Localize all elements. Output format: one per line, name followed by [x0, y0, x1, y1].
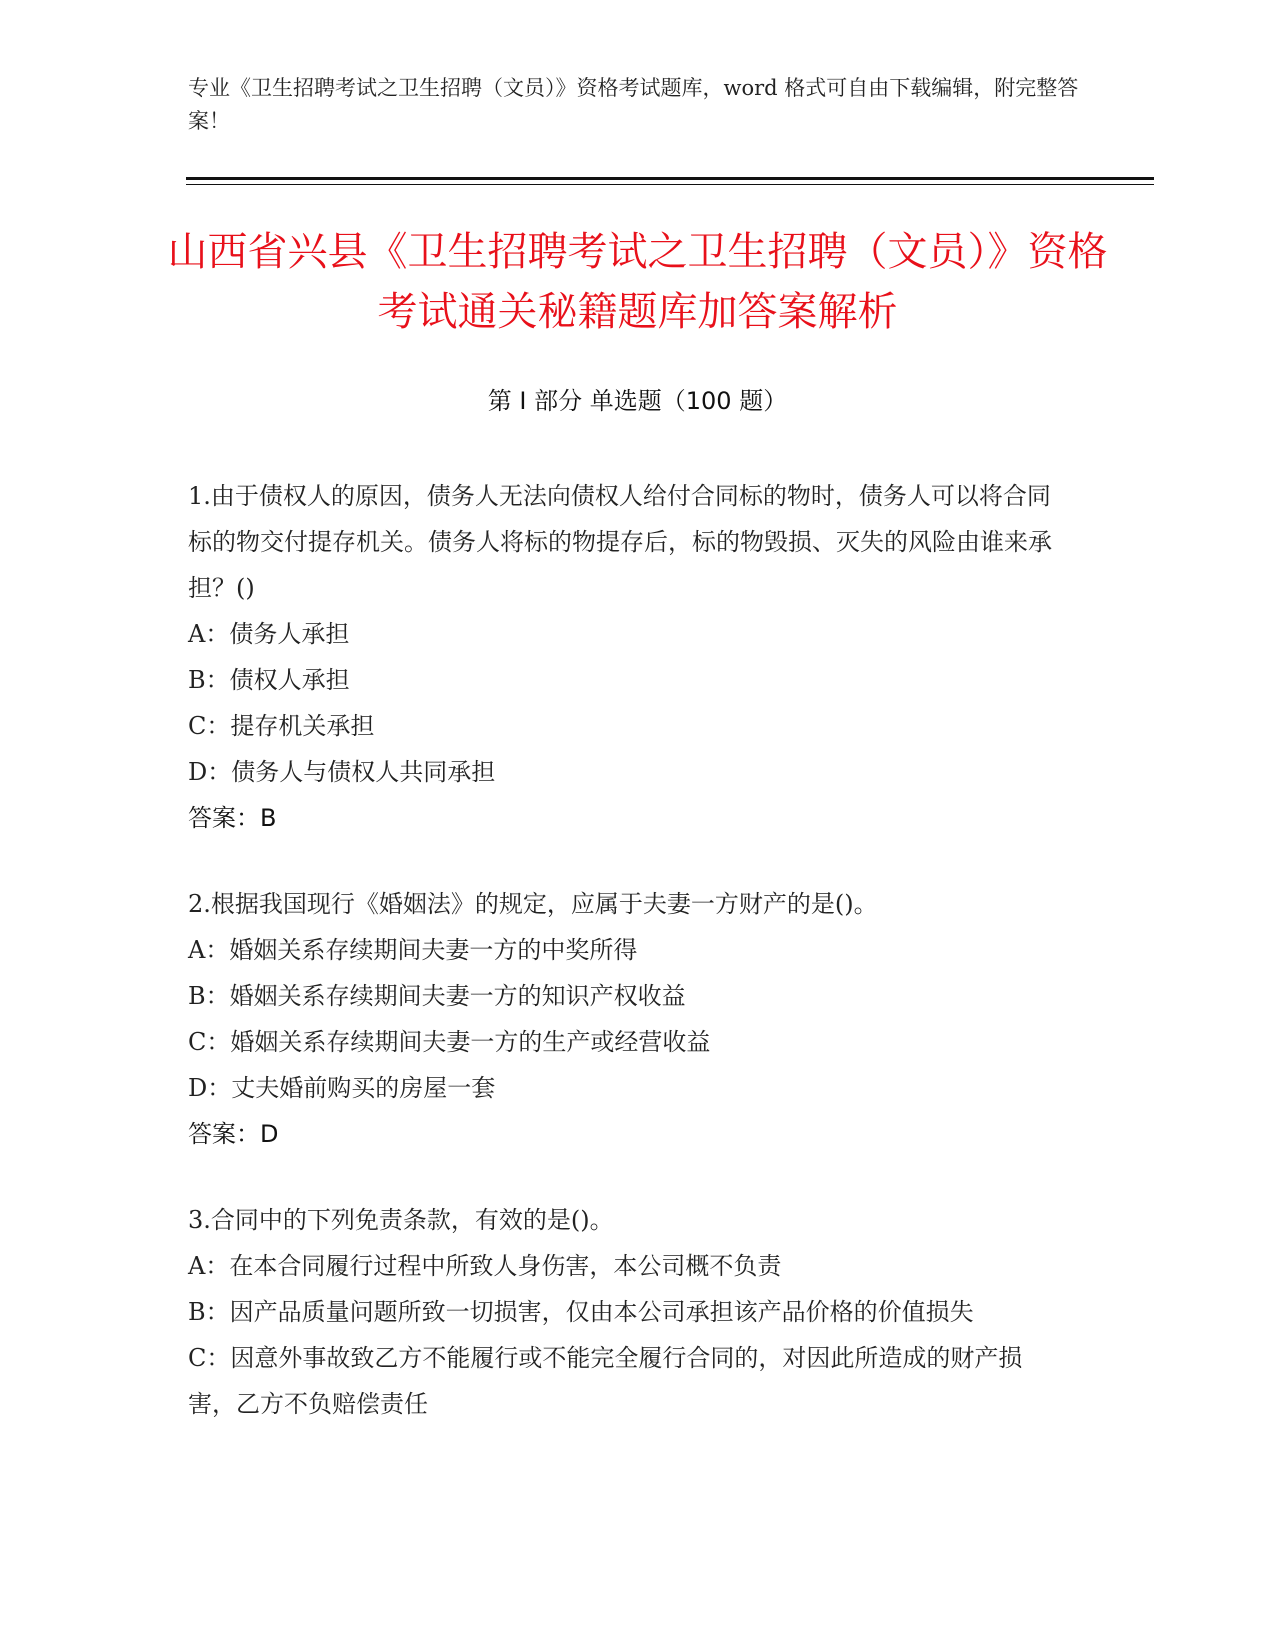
- option-c: C：提存机关承担: [188, 712, 375, 740]
- question-1: [188, 473, 1068, 841]
- question-3: [188, 1197, 1068, 1427]
- option-b: B：婚姻关系存续期间夫妻一方的知识产权收益: [188, 982, 686, 1010]
- header-divider-thin: [186, 184, 1154, 185]
- option-c: C：因意外事故致乙方不能履行或不能完全履行合同的，对因此所造成的财产损害，乙方不负赔偿责任: [188, 1344, 1023, 1418]
- option-a: A：在本合同履行过程中所致人身伤害，本公司概不负责: [188, 1252, 782, 1280]
- option-d: D：债务人与债权人共同承担: [188, 758, 496, 786]
- option-b: B：债权人承担: [188, 666, 350, 694]
- answer: 答案：D: [188, 1120, 279, 1148]
- question-stem: 3.合同中的下列免责条款，有效的是()。: [188, 1206, 614, 1234]
- question-stem: 2.根据我国现行《婚姻法》的规定，应属于夫妻一方财产的是()。: [188, 890, 878, 918]
- header-note: 专业《卫生招聘考试之卫生招聘（文员）》资格考试题库，word 格式可自由下载编辑，附完整答案！: [188, 76, 1079, 133]
- option-c: C：婚姻关系存续期间夫妻一方的生产或经营收益: [188, 1028, 711, 1056]
- answer: 答案：B: [188, 804, 277, 832]
- question-list: [188, 473, 1068, 1467]
- section-title: 第 I 部分 单选题（100 题）: [487, 387, 788, 415]
- option-a: A：婚姻关系存续期间夫妻一方的中奖所得: [188, 936, 638, 964]
- option-a: A：债务人承担: [188, 620, 350, 648]
- header-divider-thick: [186, 177, 1154, 180]
- question-stem: 1.由于债权人的原因，债务人无法向债权人给付合同标的物时，债务人可以将合同标的物交付提存机关。债务人将标的物提存后，标的物毁损、灭失的风险由谁来承担？(): [188, 482, 1052, 602]
- option-d: D：丈夫婚前购买的房屋一套: [188, 1074, 496, 1102]
- option-b: B：因产品质量问题所致一切损害，仅由本公司承担该产品价格的价值损失: [188, 1298, 974, 1326]
- question-2: [188, 881, 1068, 1157]
- document-title: 山西省兴县《卫生招聘考试之卫生招聘（文员）》资格考试通关秘籍题库加答案解析: [167, 229, 1108, 335]
